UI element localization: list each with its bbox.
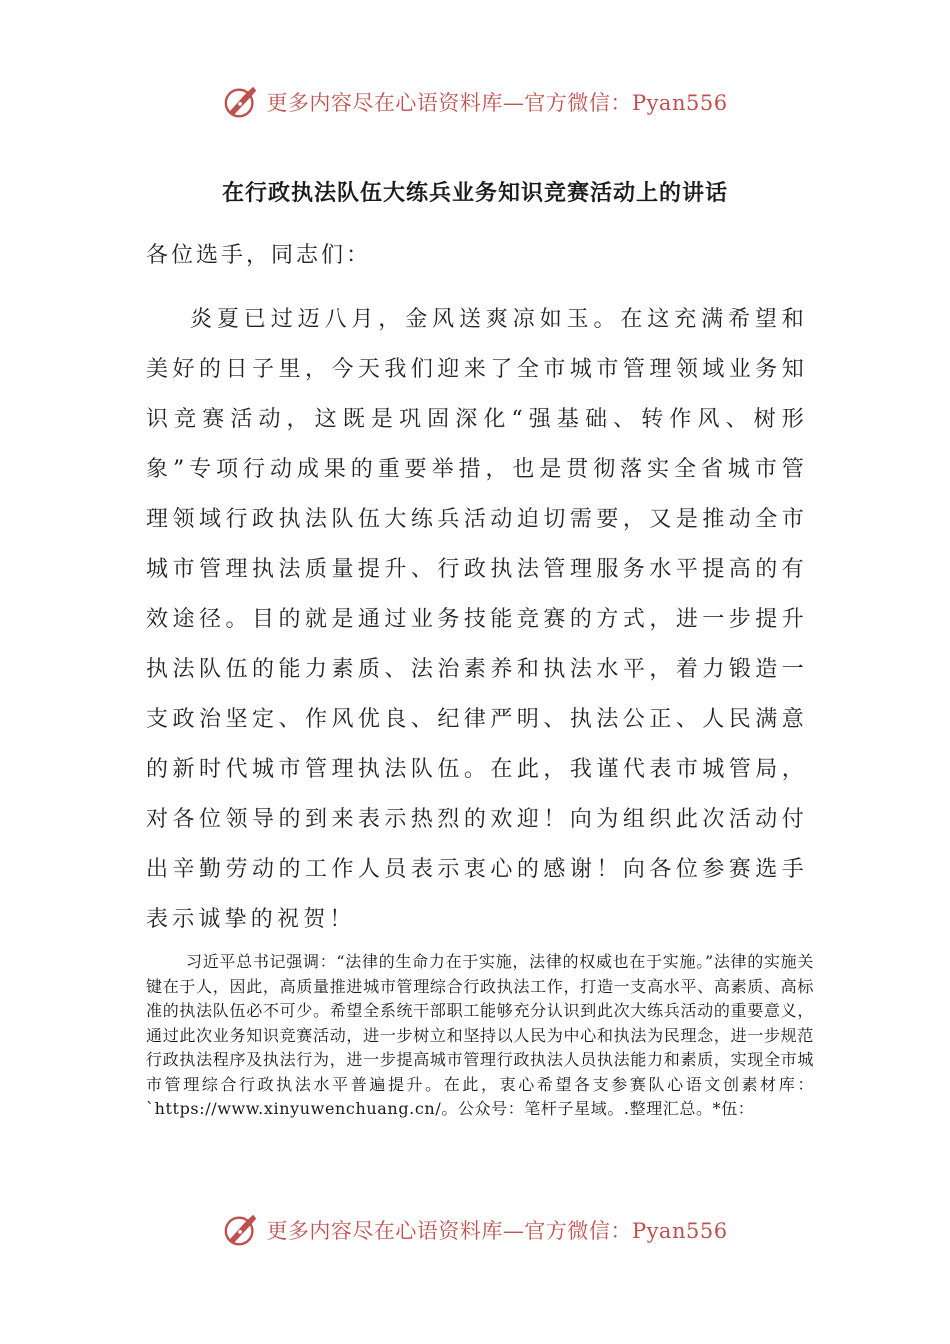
footer-banner-label: 更多内容尽在心语资料库—官方微信： [266, 1219, 632, 1243]
body-paragraph-1: 炎夏已过迈八月，金风送爽凉如玉。在这充满希望和美好的日子里，今天我们迎来了全市城市管理领域业务知识竞赛活动，这既是巩固深化“强基础、转作风、树形象”专项行动成果的重要举措，也是贯彻落实全省城市管理领域行政执法队伍大练兵活动迫切需要，又是推动全市城市管理执法质量提升、行政执法管理服务水平提高的有效途径。目的就是通过业务技能竞赛的方式，进一步提升执法队伍的能力素质、法治素养和执法水平，着力锻造一支政治坚定、作风优良、纪律严明、执法公正、人民满意的新时代城市管理执法队伍。在此，我谨代表市城管局，对各位领导的到来表示热烈的欢迎！向为组织此次活动付出辛勤劳动的工作人员表示衷心的感谢！向各位参赛选手表示诚挚的祝贺！ [146, 307, 808, 932]
footer-banner-text [266, 1215, 727, 1245]
footer-wechat-id: Pyan556 [631, 1219, 728, 1243]
salutation: 各位选手，同志们： [146, 243, 372, 268]
header-banner-text [266, 87, 727, 117]
header-banner-label: 更多内容尽在心语资料库—官方微信： [266, 91, 632, 115]
footer-banner [0, 1208, 950, 1252]
pen-nib-logo-icon [222, 83, 260, 121]
document-title: 在行政执法队伍大练兵业务知识竞赛活动上的讲话 [221, 180, 728, 206]
header-banner [0, 80, 950, 124]
header-wechat-id: Pyan556 [631, 91, 728, 115]
pen-nib-logo-icon [222, 1211, 260, 1249]
body-paragraph-2: 习近平总书记强调：“法律的生命力在于实施，法律的权威也在于实施。”法律的实施关键在于人，因此，高质量推进城市管理综合行政执法工作，打造一支高水平、高素质、高标准的执法队伍必不可少。希望全系统干部职工能够充分认识到此次大练兵活动的重要意义，通过此次业务知识竞赛活动，进一步树立和坚持以人民为中心和执法为民理念，进一步规范行政执法程序及执法行为，进一步提高城市管理行政执法人员执法能力和素质，实现全市城市管理综合行政执法水平普遍提升。在此，衷心希望各支参赛队心语文创素材库：`https://www.xinyuwenchuang.cn/。公众号：笔杆子星域。.整理汇总。*伍： [146, 952, 814, 1118]
